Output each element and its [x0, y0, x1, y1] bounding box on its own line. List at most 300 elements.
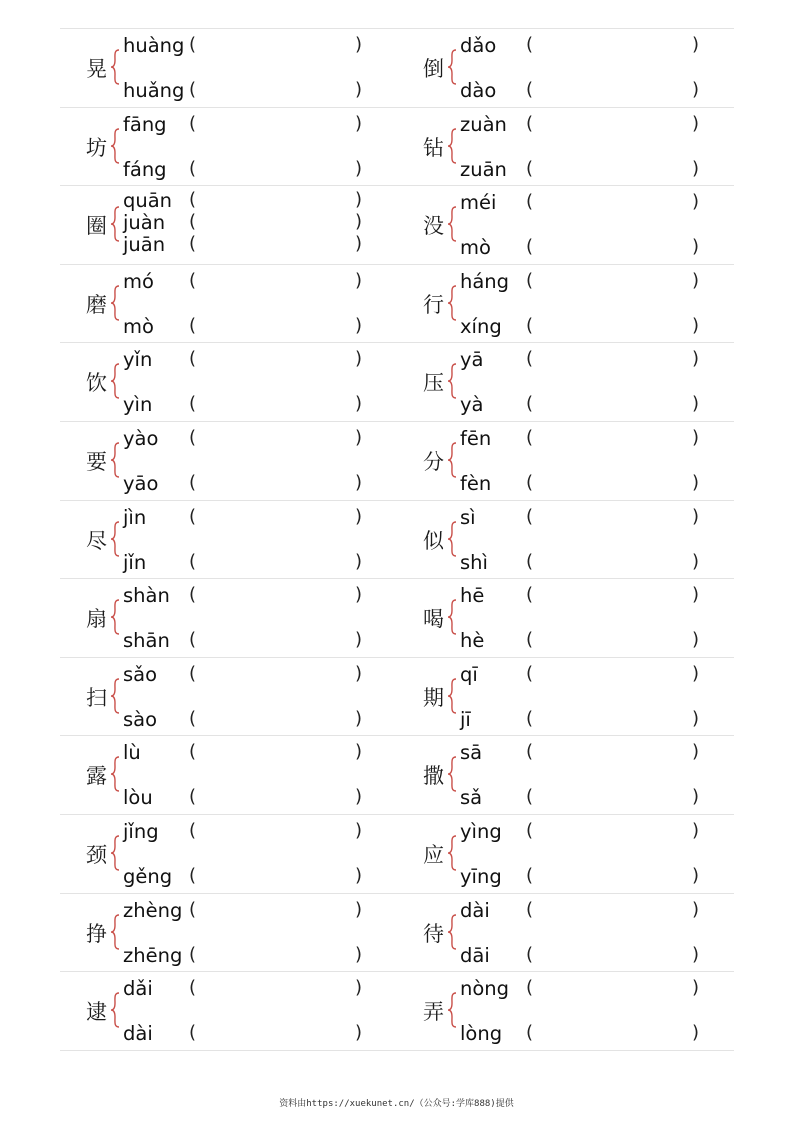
reading-line: [460, 820, 710, 842]
hanzi-character: 待: [423, 921, 444, 946]
answer-paren-open: (: [526, 819, 534, 841]
reading-line: [460, 315, 710, 337]
reading-line: [460, 472, 710, 494]
pinyin-reading: shì: [460, 550, 488, 574]
answer-paren-close: ): [355, 157, 363, 179]
reading-line: [123, 977, 373, 999]
answer-paren-close: ): [692, 1022, 700, 1044]
polyphone-entry-left: [60, 894, 397, 972]
pinyin-reading: shàn: [123, 584, 170, 608]
curly-brace-icon: [447, 756, 457, 792]
pinyin-reading: jǐng: [123, 819, 159, 843]
pinyin-reading: zhèng: [123, 898, 183, 922]
curly-brace-icon: [110, 521, 120, 557]
pinyin-reading: yīng: [460, 864, 502, 888]
pinyin-reading: sǎo: [123, 662, 158, 686]
worksheet-row: [60, 657, 734, 736]
answer-paren-open: (: [189, 112, 197, 134]
reading-line: [123, 34, 373, 56]
polyphone-entry-left: [60, 422, 397, 500]
reading-line: [123, 741, 373, 763]
reading-line: [123, 1022, 373, 1044]
polyphone-entry-right: [397, 501, 734, 579]
hanzi-character: 磨: [86, 292, 107, 317]
answer-paren-open: (: [189, 157, 197, 179]
polyphone-entry-left: [60, 108, 397, 186]
hanzi-character: 应: [423, 842, 444, 867]
answer-paren-open: (: [526, 348, 534, 370]
polyphone-entry-right: [397, 894, 734, 972]
polyphone-entry-right: [397, 658, 734, 736]
pinyin-reading: dǎo: [460, 34, 497, 57]
reading-line: [123, 708, 373, 730]
pinyin-reading: sào: [123, 707, 158, 731]
answer-paren-close: ): [355, 819, 363, 841]
pinyin-reading: yìn: [123, 393, 153, 417]
reading-line: [460, 1022, 710, 1044]
polyphone-worksheet: [60, 28, 734, 1051]
reading-line: [123, 270, 373, 292]
pinyin-reading: qī: [460, 662, 478, 686]
answer-paren-open: (: [189, 189, 197, 211]
curly-brace-icon: [110, 285, 120, 321]
answer-paren-close: ): [692, 943, 700, 965]
reading-line: [123, 211, 373, 233]
worksheet-row: [60, 814, 734, 893]
polyphone-entry-right: [397, 265, 734, 343]
pinyin-reading: gěng: [123, 864, 173, 888]
reading-line: [123, 584, 373, 606]
reading-line: [123, 393, 373, 415]
answer-paren-open: (: [189, 584, 197, 606]
answer-paren-close: ): [355, 314, 363, 336]
pinyin-reading: yā: [460, 348, 484, 372]
answer-paren-close: ): [692, 269, 700, 291]
answer-paren-open: (: [526, 977, 534, 999]
worksheet-row: [60, 578, 734, 657]
hanzi-character: 尽: [86, 528, 107, 553]
curly-brace-icon: [110, 599, 120, 635]
answer-paren-close: ): [355, 629, 363, 651]
hanzi-character: 饮: [86, 371, 107, 396]
answer-paren-close: ): [692, 348, 700, 370]
reading-line: [460, 663, 710, 685]
answer-paren-close: ): [692, 741, 700, 763]
answer-paren-open: (: [189, 550, 197, 572]
answer-paren-close: ): [692, 426, 700, 448]
polyphone-entry-left: [60, 658, 397, 736]
reading-line: [123, 472, 373, 494]
hanzi-character: 没: [423, 214, 444, 239]
hanzi-character: 挣: [86, 921, 107, 946]
polyphone-entry-left: [60, 29, 397, 107]
answer-paren-open: (: [526, 505, 534, 527]
hanzi-character: 晃: [86, 57, 107, 81]
worksheet-row: [60, 421, 734, 500]
answer-paren-close: ): [692, 236, 700, 258]
pinyin-reading: hē: [460, 584, 485, 608]
answer-paren-open: (: [526, 426, 534, 448]
pinyin-reading: yāo: [123, 471, 159, 495]
reading-line: [123, 629, 373, 651]
answer-paren-open: (: [526, 629, 534, 651]
reading-line: [460, 899, 710, 921]
pinyin-reading: zuān: [460, 157, 507, 181]
reading-line: [123, 427, 373, 449]
polyphone-entry-left: [60, 736, 397, 814]
answer-paren-close: ): [355, 786, 363, 808]
reading-line: [460, 629, 710, 651]
curly-brace-icon: [110, 128, 120, 164]
polyphone-entry-left: [60, 343, 397, 421]
answer-paren-open: (: [526, 236, 534, 258]
answer-paren-close: ): [355, 393, 363, 415]
footer-credit: 资料由https://xuekunet.cn/（公众号:学库888)提供: [279, 1099, 514, 1109]
pinyin-reading: háng: [460, 269, 510, 293]
worksheet-row: [60, 185, 734, 264]
polyphone-entry-right: [397, 422, 734, 500]
worksheet-row: [60, 500, 734, 579]
pinyin-reading: yà: [460, 393, 484, 417]
reading-line: [123, 189, 373, 211]
pinyin-reading: sǎ: [460, 786, 483, 810]
answer-paren-close: ): [692, 662, 700, 684]
answer-paren-close: ): [355, 79, 363, 100]
hanzi-character: 扇: [86, 607, 107, 632]
pinyin-reading: méi: [460, 191, 497, 215]
reading-line: [123, 113, 373, 135]
worksheet-row: [60, 893, 734, 972]
reading-line: [123, 158, 373, 180]
pinyin-reading: fèn: [460, 471, 492, 495]
answer-paren-open: (: [189, 233, 197, 255]
answer-paren-open: (: [526, 112, 534, 134]
answer-paren-open: (: [526, 34, 534, 55]
polyphone-entry-right: [397, 29, 734, 107]
answer-paren-close: ): [692, 898, 700, 920]
pinyin-reading: dào: [460, 79, 497, 102]
curly-brace-icon: [447, 521, 457, 557]
pinyin-reading: mó: [123, 269, 154, 293]
curly-brace-icon: [447, 128, 457, 164]
answer-paren-open: (: [189, 393, 197, 415]
curly-brace-icon: [447, 992, 457, 1028]
pinyin-reading: mò: [460, 236, 491, 260]
answer-paren-close: ): [692, 786, 700, 808]
pinyin-reading: mò: [123, 314, 154, 338]
hanzi-character: 露: [86, 764, 107, 789]
curly-brace-icon: [110, 992, 120, 1028]
answer-paren-open: (: [526, 864, 534, 886]
pinyin-reading: jī: [460, 707, 471, 731]
hanzi-character: 期: [423, 685, 444, 710]
reading-line: [123, 944, 373, 966]
hanzi-character: 坊: [86, 135, 107, 160]
pinyin-reading: shān: [123, 629, 170, 653]
answer-paren-open: (: [189, 505, 197, 527]
answer-paren-open: (: [526, 550, 534, 572]
pinyin-reading: nòng: [460, 977, 510, 1001]
answer-paren-open: (: [526, 269, 534, 291]
answer-paren-close: ): [692, 157, 700, 179]
answer-paren-close: ): [355, 34, 363, 55]
answer-paren-open: (: [526, 79, 534, 100]
reading-line: [460, 34, 710, 56]
answer-paren-open: (: [189, 471, 197, 493]
reading-line: [460, 393, 710, 415]
answer-paren-open: (: [526, 707, 534, 729]
reading-line: [460, 944, 710, 966]
curly-brace-icon: [447, 285, 457, 321]
reading-line: [460, 865, 710, 887]
answer-paren-open: (: [526, 662, 534, 684]
reading-line: [123, 865, 373, 887]
answer-paren-open: (: [189, 707, 197, 729]
answer-paren-open: (: [189, 1022, 197, 1044]
pinyin-reading: zhēng: [123, 943, 183, 967]
worksheet-row: [60, 28, 734, 107]
curly-brace-icon: [447, 442, 457, 478]
pinyin-reading: hè: [460, 629, 485, 653]
pinyin-reading: quān: [123, 189, 173, 213]
answer-paren-open: (: [189, 314, 197, 336]
hanzi-character: 颈: [86, 842, 107, 867]
hanzi-character: 分: [423, 449, 444, 474]
answer-paren-open: (: [526, 584, 534, 606]
polyphone-entry-left: [60, 579, 397, 657]
pinyin-reading: lòng: [460, 1022, 503, 1046]
answer-paren-close: ): [355, 550, 363, 572]
hanzi-character: 喝: [423, 607, 444, 632]
answer-paren-close: ): [692, 471, 700, 493]
polyphone-entry-left: [60, 972, 397, 1050]
answer-paren-close: ): [355, 189, 363, 211]
polyphone-entry-left: [60, 265, 397, 343]
reading-line: [123, 899, 373, 921]
reading-line: [460, 708, 710, 730]
hanzi-character: 逮: [86, 1000, 107, 1025]
answer-paren-close: ): [355, 707, 363, 729]
curly-brace-icon: [447, 363, 457, 399]
curly-brace-icon: [447, 49, 457, 85]
reading-line: [460, 786, 710, 808]
answer-paren-close: ): [355, 505, 363, 527]
answer-paren-close: ): [692, 191, 700, 213]
answer-paren-close: ): [692, 505, 700, 527]
reading-line: [123, 786, 373, 808]
answer-paren-close: ): [355, 471, 363, 493]
answer-paren-open: (: [526, 157, 534, 179]
curly-brace-icon: [110, 756, 120, 792]
answer-paren-open: (: [189, 34, 197, 55]
pinyin-reading: juān: [123, 233, 166, 257]
answer-paren-close: ): [355, 662, 363, 684]
worksheet-row: [60, 264, 734, 343]
answer-paren-close: ): [355, 741, 363, 763]
polyphone-entry-left: [60, 815, 397, 893]
answer-paren-open: (: [189, 977, 197, 999]
answer-paren-open: (: [526, 191, 534, 213]
hanzi-character: 扫: [86, 685, 107, 710]
worksheet-row: [60, 107, 734, 186]
polyphone-entry-right: [397, 815, 734, 893]
hanzi-character: 撒: [423, 764, 444, 789]
answer-paren-open: (: [189, 819, 197, 841]
reading-line: [460, 977, 710, 999]
reading-line: [123, 233, 373, 255]
answer-paren-close: ): [692, 629, 700, 651]
answer-paren-open: (: [526, 1022, 534, 1044]
polyphone-entry-left: [60, 186, 397, 264]
pinyin-reading: yǐn: [123, 348, 153, 372]
reading-line: [460, 79, 710, 101]
answer-paren-close: ): [692, 112, 700, 134]
reading-line: [460, 270, 710, 292]
curly-brace-icon: [110, 678, 120, 714]
worksheet-row: [60, 735, 734, 814]
curly-brace-icon: [447, 206, 457, 242]
answer-paren-open: (: [189, 943, 197, 965]
pinyin-reading: yào: [123, 426, 159, 450]
curly-brace-icon: [110, 206, 120, 242]
reading-line: [460, 158, 710, 180]
hanzi-character: 倒: [423, 57, 444, 81]
reading-line: [460, 191, 710, 213]
pinyin-reading: lù: [123, 741, 141, 765]
answer-paren-open: (: [189, 741, 197, 763]
pinyin-reading: jìn: [123, 505, 147, 529]
answer-paren-close: ): [692, 550, 700, 572]
reading-line: [460, 506, 710, 528]
pinyin-reading: zuàn: [460, 112, 507, 136]
hanzi-character: 行: [423, 292, 444, 317]
reading-line: [460, 427, 710, 449]
pinyin-reading: dài: [460, 898, 490, 922]
polyphone-entry-left: [60, 501, 397, 579]
pinyin-reading: sì: [460, 505, 476, 529]
answer-paren-open: (: [526, 393, 534, 415]
hanzi-character: 弄: [423, 1000, 444, 1025]
answer-paren-close: ): [692, 819, 700, 841]
answer-paren-open: (: [189, 79, 197, 100]
answer-paren-open: (: [526, 471, 534, 493]
curly-brace-icon: [110, 49, 120, 85]
pinyin-reading: huǎng: [123, 79, 185, 102]
pinyin-reading: dǎi: [123, 977, 153, 1001]
answer-paren-close: ): [692, 393, 700, 415]
answer-paren-close: ): [355, 112, 363, 134]
answer-paren-close: ): [692, 584, 700, 606]
answer-paren-open: (: [189, 629, 197, 651]
answer-paren-close: ): [355, 977, 363, 999]
pinyin-reading: jǐn: [123, 550, 147, 574]
reading-line: [123, 315, 373, 337]
pinyin-reading: fēn: [460, 426, 492, 450]
answer-paren-open: (: [189, 662, 197, 684]
polyphone-entry-right: [397, 343, 734, 421]
answer-paren-open: (: [526, 898, 534, 920]
curly-brace-icon: [447, 599, 457, 635]
polyphone-entry-right: [397, 972, 734, 1050]
curly-brace-icon: [447, 914, 457, 950]
reading-line: [460, 236, 710, 258]
answer-paren-open: (: [189, 348, 197, 370]
answer-paren-close: ): [355, 426, 363, 448]
polyphone-entry-right: [397, 108, 734, 186]
reading-line: [123, 551, 373, 573]
answer-paren-close: ): [355, 348, 363, 370]
answer-paren-close: ): [692, 314, 700, 336]
answer-paren-close: ): [355, 233, 363, 255]
answer-paren-close: ): [355, 898, 363, 920]
answer-paren-close: ): [692, 79, 700, 100]
answer-paren-open: (: [526, 943, 534, 965]
answer-paren-close: ): [355, 943, 363, 965]
worksheet-row: [60, 971, 734, 1051]
reading-line: [123, 506, 373, 528]
reading-line: [460, 584, 710, 606]
answer-paren-close: ): [692, 977, 700, 999]
pinyin-reading: dāi: [460, 943, 490, 967]
hanzi-character: 似: [423, 528, 444, 553]
pinyin-reading: yìng: [460, 819, 502, 843]
answer-paren-open: (: [526, 786, 534, 808]
answer-paren-close: ): [692, 34, 700, 55]
worksheet-row: [60, 342, 734, 421]
answer-paren-close: ): [355, 864, 363, 886]
curly-brace-icon: [447, 835, 457, 871]
reading-line: [123, 348, 373, 370]
reading-line: [123, 663, 373, 685]
curly-brace-icon: [447, 678, 457, 714]
answer-paren-close: ): [355, 269, 363, 291]
answer-paren-open: (: [189, 864, 197, 886]
answer-paren-open: (: [526, 741, 534, 763]
answer-paren-close: ): [355, 211, 363, 233]
reading-line: [460, 741, 710, 763]
answer-paren-close: ): [692, 864, 700, 886]
curly-brace-icon: [110, 914, 120, 950]
reading-line: [460, 113, 710, 135]
pinyin-reading: xíng: [460, 314, 502, 338]
hanzi-character: 压: [423, 371, 444, 396]
answer-paren-open: (: [189, 898, 197, 920]
reading-line: [123, 820, 373, 842]
reading-line: [460, 348, 710, 370]
pinyin-reading: fáng: [123, 157, 167, 181]
answer-paren-close: ): [692, 707, 700, 729]
pinyin-reading: huàng: [123, 34, 185, 57]
curly-brace-icon: [110, 835, 120, 871]
hanzi-character: 要: [86, 449, 107, 474]
curly-brace-icon: [110, 363, 120, 399]
pinyin-reading: juàn: [123, 211, 166, 235]
polyphone-entry-right: [397, 736, 734, 814]
answer-paren-open: (: [526, 314, 534, 336]
polyphone-entry-right: [397, 186, 734, 264]
answer-paren-open: (: [189, 211, 197, 233]
hanzi-character: 圈: [86, 214, 107, 239]
answer-paren-open: (: [189, 786, 197, 808]
answer-paren-close: ): [355, 1022, 363, 1044]
pinyin-reading: sā: [460, 741, 483, 765]
hanzi-character: 钻: [423, 135, 444, 160]
pinyin-reading: fāng: [123, 112, 167, 136]
polyphone-entry-right: [397, 579, 734, 657]
answer-paren-open: (: [189, 426, 197, 448]
reading-line: [460, 551, 710, 573]
reading-line: [123, 79, 373, 101]
